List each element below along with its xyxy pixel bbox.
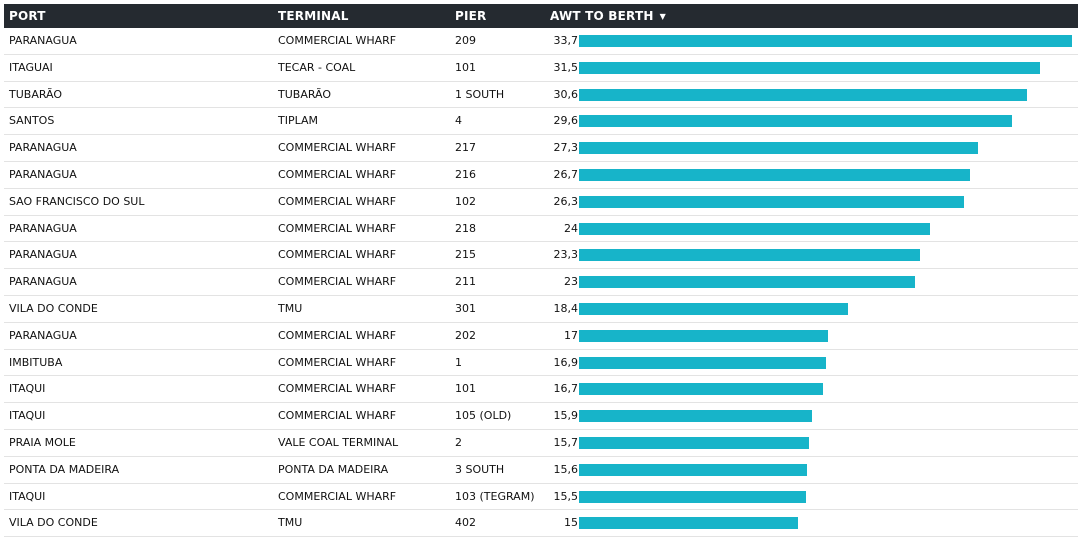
table-row[interactable]	[4, 350, 1078, 377]
cell-port: VILA DO CONDE	[9, 516, 98, 530]
cell-pier: 218	[455, 221, 476, 235]
cell-awt-value: 17	[564, 328, 578, 342]
awt-bar	[579, 169, 970, 181]
cell-terminal: TIPLAM	[278, 114, 318, 128]
cell-pier: 101	[455, 382, 476, 396]
cell-awt-value: 23	[564, 275, 578, 289]
cell-pier: 402	[455, 516, 476, 530]
awt-bar	[579, 357, 826, 369]
awt-bar-track	[579, 357, 1072, 369]
awt-bar	[579, 35, 1072, 47]
awt-bar-track	[579, 303, 1072, 315]
cell-terminal: VALE COAL TERMINAL	[278, 435, 399, 449]
table-row[interactable]	[4, 376, 1078, 403]
cell-port: PARANAGUA	[9, 141, 77, 155]
awt-bar-track	[579, 223, 1072, 235]
column-header-terminal[interactable]: TERMINAL	[278, 9, 349, 23]
cell-terminal: COMMERCIAL WHARF	[278, 141, 397, 155]
cell-port: ITAQUI	[9, 382, 46, 396]
cell-port: PARANAGUA	[9, 221, 77, 235]
cell-terminal: COMMERCIAL WHARF	[278, 221, 397, 235]
awt-bar	[579, 410, 812, 422]
table-row[interactable]	[4, 484, 1078, 511]
column-header-pier[interactable]: PIER	[455, 9, 487, 23]
cell-port: ITAQUI	[9, 409, 46, 423]
cell-port: ITAGUAI	[9, 60, 53, 74]
cell-awt-value: 31,5	[553, 60, 578, 74]
cell-awt-value: 16,9	[553, 355, 578, 369]
cell-awt-value: 26,7	[553, 167, 578, 181]
cell-terminal: COMMERCIAL WHARF	[278, 194, 397, 208]
cell-pier: 211	[455, 275, 476, 289]
awt-bar	[579, 437, 809, 449]
cell-pier: 209	[455, 34, 476, 47]
cell-terminal: TECAR - COAL	[278, 60, 356, 74]
cell-terminal: COMMERCIAL WHARF	[278, 489, 397, 503]
awt-bar	[579, 89, 1027, 101]
awt-bar	[579, 142, 978, 154]
cell-pier: 1	[455, 355, 462, 369]
table-row[interactable]	[4, 135, 1078, 162]
awt-bar-track	[579, 491, 1072, 503]
cell-port: PARANAGUA	[9, 275, 77, 289]
column-header-port[interactable]: PORT	[9, 9, 46, 23]
awt-bar-track	[579, 196, 1072, 208]
cell-pier: 301	[455, 301, 476, 315]
cell-pier: 202	[455, 328, 476, 342]
awt-bar	[579, 115, 1012, 127]
awt-bar	[579, 62, 1040, 74]
table-row[interactable]	[4, 510, 1078, 537]
cell-awt-value: 18,4	[553, 301, 578, 315]
cell-port: IMBITUBA	[9, 355, 63, 369]
table-row[interactable]	[4, 55, 1078, 82]
table-row[interactable]	[4, 457, 1078, 484]
cell-pier: 3 SOUTH	[455, 462, 505, 476]
cell-pier: 216	[455, 167, 476, 181]
table-row[interactable]	[4, 28, 1078, 55]
awt-bar-track	[579, 383, 1072, 395]
table-row[interactable]	[4, 242, 1078, 269]
awt-bar-track	[579, 89, 1072, 101]
awt-bar	[579, 196, 964, 208]
table-body	[4, 28, 1078, 537]
cell-awt-value: 15,7	[553, 435, 578, 449]
awt-bar-track	[579, 115, 1072, 127]
awt-bar	[579, 223, 930, 235]
cell-pier: 105 (OLD)	[455, 409, 512, 423]
cell-awt-value: 15,6	[553, 462, 578, 476]
awt-bar-track	[579, 437, 1072, 449]
cell-awt-value: 29,6	[553, 114, 578, 128]
cell-awt-value: 15,9	[553, 409, 578, 423]
cell-port: PRAIA MOLE	[9, 435, 76, 449]
awt-bar	[579, 383, 823, 395]
awt-bar-track	[579, 464, 1072, 476]
cell-terminal: COMMERCIAL WHARF	[278, 382, 397, 396]
cell-port: VILA DO CONDE	[9, 301, 98, 315]
cell-port: PARANAGUA	[9, 34, 77, 47]
cell-terminal: TUBARÃO	[278, 87, 332, 101]
cell-terminal: COMMERCIAL WHARF	[278, 409, 397, 423]
cell-awt-value: 27,3	[553, 141, 578, 155]
table-row[interactable]	[4, 269, 1078, 296]
awt-bar-track	[579, 169, 1072, 181]
awt-bar	[579, 517, 798, 529]
table-row[interactable]	[4, 403, 1078, 430]
cell-awt-value: 24	[564, 221, 578, 235]
table-row[interactable]	[4, 296, 1078, 323]
awt-bar	[579, 249, 920, 261]
table-row[interactable]	[4, 162, 1078, 189]
table-row[interactable]	[4, 323, 1078, 350]
awt-bar-track	[579, 249, 1072, 261]
table-row[interactable]	[4, 82, 1078, 109]
cell-port: PARANAGUA	[9, 248, 77, 262]
table-header	[4, 4, 1078, 28]
cell-awt-value: 26,3	[553, 194, 578, 208]
awt-bar	[579, 464, 807, 476]
awt-table	[4, 4, 1078, 537]
cell-pier: 217	[455, 141, 476, 155]
awt-bar-track	[579, 276, 1072, 288]
cell-terminal: PONTA DA MADEIRA	[278, 462, 389, 476]
awt-bar-track	[579, 410, 1072, 422]
cell-terminal: TMU	[278, 301, 303, 315]
awt-bar-track	[579, 35, 1072, 47]
awt-bar	[579, 276, 915, 288]
cell-pier: 103 (TEGRAM)	[455, 489, 535, 503]
table-row[interactable]	[4, 108, 1078, 135]
column-header-awt-label: AWT TO BERTH	[550, 9, 654, 23]
awt-bar	[579, 303, 848, 315]
awt-bar-track	[579, 330, 1072, 342]
awt-bar	[579, 330, 828, 342]
cell-port: ITAQUI	[9, 489, 46, 503]
cell-port: SAO FRANCISCO DO SUL	[9, 194, 145, 208]
cell-awt-value: 23,3	[553, 248, 578, 262]
cell-awt-value: 15	[564, 516, 578, 530]
cell-port: PARANAGUA	[9, 167, 77, 181]
awt-bar-track	[579, 142, 1072, 154]
cell-awt-value: 16,7	[553, 382, 578, 396]
cell-terminal: COMMERCIAL WHARF	[278, 328, 397, 342]
cell-pier: 2	[455, 435, 462, 449]
awt-bar-track	[579, 62, 1072, 74]
cell-port: SANTOS	[9, 114, 55, 128]
cell-terminal: COMMERCIAL WHARF	[278, 167, 397, 181]
cell-pier: 4	[455, 114, 462, 128]
cell-awt-value: 33,7	[553, 34, 578, 47]
cell-terminal: COMMERCIAL WHARF	[278, 355, 397, 369]
cell-terminal: COMMERCIAL WHARF	[278, 248, 397, 262]
cell-pier: 215	[455, 248, 476, 262]
cell-terminal: TMU	[278, 516, 303, 530]
awt-bar-track	[579, 517, 1072, 529]
table-row[interactable]	[4, 430, 1078, 457]
sort-descending-icon[interactable]: ▼	[659, 12, 666, 21]
column-header-awt[interactable]	[550, 4, 666, 28]
cell-pier: 101	[455, 60, 476, 74]
cell-awt-value: 30,6	[553, 87, 578, 101]
cell-port: PONTA DA MADEIRA	[9, 462, 120, 476]
cell-port: TUBARÃO	[9, 87, 63, 101]
cell-pier: 102	[455, 194, 476, 208]
cell-awt-value: 15,5	[553, 489, 578, 503]
table-row[interactable]	[4, 189, 1078, 216]
cell-port: PARANAGUA	[9, 328, 77, 342]
awt-bar	[579, 491, 806, 503]
table-row[interactable]	[4, 216, 1078, 243]
cell-terminal: COMMERCIAL WHARF	[278, 34, 397, 47]
cell-terminal: COMMERCIAL WHARF	[278, 275, 397, 289]
cell-pier: 1 SOUTH	[455, 87, 505, 101]
